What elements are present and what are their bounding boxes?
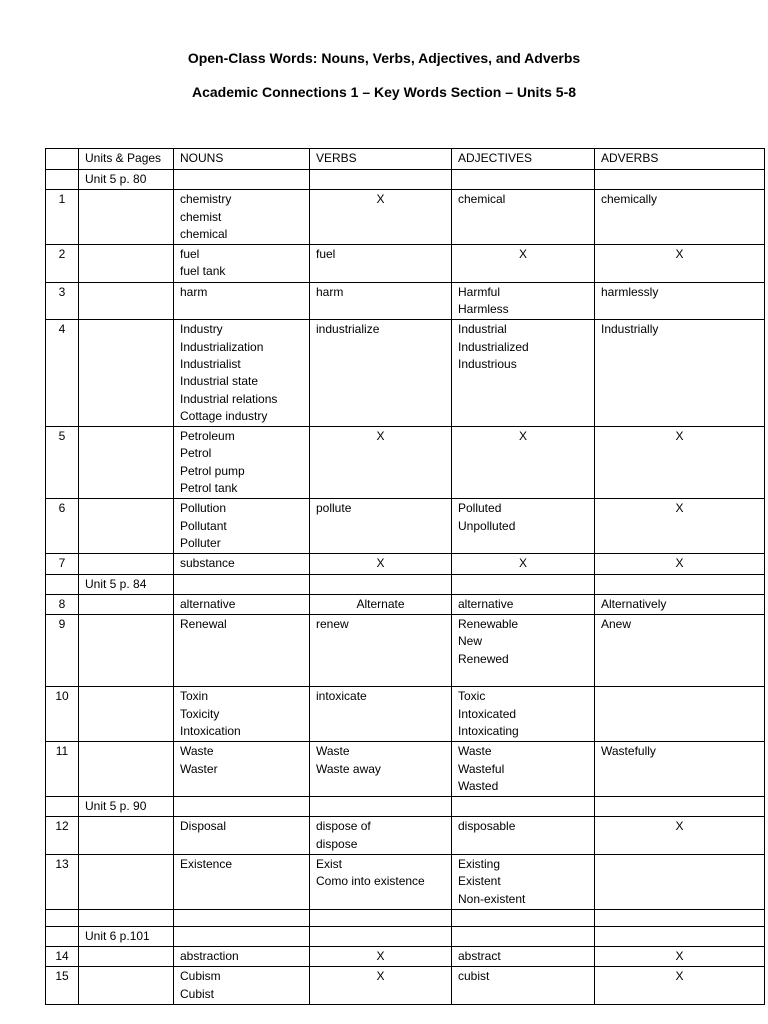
- adverbs-word: Alternatively: [601, 596, 667, 611]
- adverbs-word: X: [675, 819, 684, 834]
- unit-label: Unit 6 p.101: [79, 926, 174, 946]
- nouns-word: Industrialization: [180, 339, 264, 354]
- adjectives-word: Harmless: [458, 302, 509, 317]
- adverbs-cell: [595, 282, 765, 320]
- verbs-word: dispose of: [316, 819, 371, 834]
- adjectives-cell: [452, 320, 595, 427]
- adjectives-word: Wasteful: [458, 761, 505, 776]
- adverbs-cell: [595, 245, 765, 283]
- verbs-cell: [310, 190, 452, 245]
- nouns-word: Toxicity: [180, 706, 220, 721]
- empty-cell: [174, 170, 310, 190]
- adjectives-word: Renewable: [458, 617, 519, 632]
- document-title: Open-Class Words: Nouns, Verbs, Adjectives, and Adverbs: [187, 50, 581, 66]
- adjectives-cell: [452, 282, 595, 320]
- adverbs-word: X: [675, 969, 684, 984]
- adjectives-cell: [452, 947, 595, 967]
- row-number: 12: [46, 817, 79, 855]
- adjectives-word: X: [518, 429, 527, 444]
- adjectives-word: Non-existent: [458, 891, 526, 906]
- nouns-word: fuel tank: [180, 264, 226, 279]
- row-number: 13: [46, 854, 79, 909]
- units-cell: [79, 854, 174, 909]
- empty-cell: [595, 909, 765, 926]
- verbs-cell: [310, 282, 452, 320]
- nouns-cell: [174, 499, 310, 554]
- verbs-word: dispose: [316, 836, 358, 851]
- adjectives-word: Waste: [458, 744, 492, 759]
- verbs-cell: [310, 427, 452, 499]
- nouns-word: Polluter: [180, 535, 221, 550]
- units-cell: [79, 594, 174, 614]
- verbs-cell: [310, 854, 452, 909]
- empty-cell: [310, 797, 452, 817]
- unit-label: Unit 5 p. 84: [79, 574, 174, 594]
- header-cell-adverbs: ADVERBS: [595, 149, 765, 170]
- header-cell-units: Units & Pages: [79, 149, 174, 170]
- verbs-word: intoxicate: [316, 689, 367, 704]
- table-row: [46, 499, 765, 554]
- nouns-word: Waster: [180, 761, 218, 776]
- adjectives-word: Unpolluted: [458, 518, 516, 533]
- unit-row: [46, 574, 765, 594]
- nouns-cell: [174, 245, 310, 283]
- key-words-table: [45, 148, 765, 1005]
- unit-row: [46, 797, 765, 817]
- units-cell: [79, 282, 174, 320]
- adjectives-word: disposable: [458, 819, 516, 834]
- adjectives-word: chemical: [458, 192, 506, 207]
- nouns-word: Petrol tank: [180, 481, 238, 496]
- num-cell: [46, 170, 79, 190]
- adverbs-word: X: [675, 501, 684, 516]
- empty-cell: [174, 574, 310, 594]
- row-number: 4: [46, 320, 79, 427]
- adjectives-word: New: [458, 634, 483, 649]
- units-cell: [79, 427, 174, 499]
- adverbs-cell: [595, 967, 765, 1005]
- empty-cell: [595, 170, 765, 190]
- adverbs-cell: [595, 687, 765, 742]
- adjectives-cell: [452, 427, 595, 499]
- row-number: 14: [46, 947, 79, 967]
- unit-row: [46, 170, 765, 190]
- adjectives-cell: [452, 967, 595, 1005]
- nouns-cell: [174, 282, 310, 320]
- document-subtitle: Academic Connections 1 – Key Words Section – Units 5-8: [191, 84, 577, 100]
- table-row: [46, 615, 765, 687]
- adverbs-cell: [595, 499, 765, 554]
- nouns-word: Pollution: [180, 501, 227, 516]
- adjectives-word: Renewed: [458, 651, 509, 666]
- num-cell: [46, 574, 79, 594]
- verbs-word: X: [376, 192, 385, 207]
- unit-row: [46, 926, 765, 946]
- nouns-word: Toxin: [180, 689, 209, 704]
- nouns-cell: [174, 742, 310, 797]
- verbs-word: Waste away: [316, 761, 381, 776]
- adjectives-word: Toxic: [458, 689, 486, 704]
- adjectives-word: Industrial: [458, 322, 507, 337]
- units-cell: [79, 499, 174, 554]
- nouns-cell: [174, 615, 310, 687]
- verbs-word: Alternate: [356, 596, 405, 611]
- empty-cell: [46, 909, 79, 926]
- table-row: [46, 687, 765, 742]
- verbs-word: harm: [316, 284, 344, 299]
- nouns-word: Petrol: [180, 446, 212, 461]
- table-row: [46, 320, 765, 427]
- adverbs-word: harmlessly: [601, 284, 659, 299]
- empty-cell: [595, 574, 765, 594]
- header-cell-adjectives: ADJECTIVES: [452, 149, 595, 170]
- verbs-word: industrialize: [316, 322, 380, 337]
- empty-cell: [452, 574, 595, 594]
- adjectives-word: abstract: [458, 949, 501, 964]
- nouns-word: fuel: [180, 247, 200, 262]
- adverbs-cell: [595, 594, 765, 614]
- empty-cell: [452, 926, 595, 946]
- adjectives-word: Wasted: [458, 778, 499, 793]
- verbs-cell: [310, 615, 452, 687]
- empty-cell: [174, 909, 310, 926]
- row-number: 5: [46, 427, 79, 499]
- adjectives-word: alternative: [458, 596, 514, 611]
- row-number: 6: [46, 499, 79, 554]
- adjectives-word: X: [518, 556, 527, 571]
- verbs-cell: [310, 687, 452, 742]
- nouns-word: chemist: [180, 209, 222, 224]
- header-row: [46, 149, 765, 170]
- empty-cell: [310, 574, 452, 594]
- adjectives-cell: [452, 190, 595, 245]
- verbs-word: X: [376, 949, 385, 964]
- adverbs-cell: [595, 854, 765, 909]
- adjectives-word: Harmful: [458, 284, 501, 299]
- verbs-cell: [310, 817, 452, 855]
- units-cell: [79, 742, 174, 797]
- unit-label: Unit 5 p. 80: [79, 170, 174, 190]
- adverbs-word: chemically: [601, 192, 658, 207]
- adverbs-cell: [595, 817, 765, 855]
- row-number: 7: [46, 554, 79, 574]
- verbs-word: Exist: [316, 856, 343, 871]
- verbs-cell: [310, 499, 452, 554]
- nouns-cell: [174, 594, 310, 614]
- adjectives-word: Intoxicated: [458, 706, 517, 721]
- units-cell: [79, 615, 174, 687]
- adverbs-word: X: [675, 429, 684, 444]
- adjectives-word: Existing: [458, 856, 501, 871]
- nouns-cell: [174, 967, 310, 1005]
- nouns-cell: [174, 947, 310, 967]
- table-row: [46, 967, 765, 1005]
- nouns-cell: [174, 427, 310, 499]
- table-row: [46, 245, 765, 283]
- adverbs-cell: [595, 320, 765, 427]
- adverbs-word: Industrially: [601, 322, 659, 337]
- table-row: [46, 427, 765, 499]
- adjectives-cell: [452, 817, 595, 855]
- nouns-word: Cubist: [180, 986, 215, 1001]
- units-cell: [79, 817, 174, 855]
- nouns-cell: [174, 687, 310, 742]
- nouns-word: Waste: [180, 744, 214, 759]
- nouns-word: Petrol pump: [180, 463, 245, 478]
- nouns-word: substance: [180, 556, 235, 571]
- table-row: [46, 742, 765, 797]
- adjectives-cell: [452, 854, 595, 909]
- nouns-word: Cottage industry: [180, 408, 268, 423]
- adjectives-cell: [452, 245, 595, 283]
- nouns-word: Industrial relations: [180, 391, 278, 406]
- spacer: [458, 668, 588, 685]
- adjectives-word: Existent: [458, 874, 501, 889]
- adverbs-word: X: [675, 556, 684, 571]
- table-row: [46, 282, 765, 320]
- units-cell: [79, 554, 174, 574]
- adjectives-word: Industrialized: [458, 339, 529, 354]
- table-row: [46, 817, 765, 855]
- adjectives-word: cubist: [458, 969, 490, 984]
- units-cell: [79, 245, 174, 283]
- nouns-cell: [174, 554, 310, 574]
- units-cell: [79, 190, 174, 245]
- verbs-word: X: [376, 969, 385, 984]
- blank-row: [46, 909, 765, 926]
- empty-cell: [452, 797, 595, 817]
- adjectives-cell: [452, 499, 595, 554]
- nouns-cell: [174, 190, 310, 245]
- verbs-cell: [310, 554, 452, 574]
- adjectives-word: Polluted: [458, 501, 502, 516]
- adverbs-cell: [595, 615, 765, 687]
- empty-cell: [310, 909, 452, 926]
- adjectives-cell: [452, 554, 595, 574]
- row-number: 1: [46, 190, 79, 245]
- unit-label: Unit 5 p. 90: [79, 797, 174, 817]
- empty-cell: [595, 926, 765, 946]
- verbs-word: X: [376, 429, 385, 444]
- header-cell-nouns: NOUNS: [174, 149, 310, 170]
- empty-cell: [174, 797, 310, 817]
- verbs-cell: [310, 967, 452, 1005]
- verbs-cell: [310, 245, 452, 283]
- nouns-word: chemical: [180, 226, 228, 241]
- nouns-word: Intoxication: [180, 723, 241, 738]
- verbs-cell: [310, 594, 452, 614]
- row-number: 3: [46, 282, 79, 320]
- nouns-word: Petroleum: [180, 429, 235, 444]
- table-row: [46, 554, 765, 574]
- adverbs-word: X: [675, 247, 684, 262]
- units-cell: [79, 320, 174, 427]
- header-cell-verbs: VERBS: [310, 149, 452, 170]
- adverbs-cell: [595, 427, 765, 499]
- adverbs-cell: [595, 947, 765, 967]
- row-number: 11: [46, 742, 79, 797]
- row-number: 8: [46, 594, 79, 614]
- table-row: [46, 947, 765, 967]
- verbs-word: X: [376, 556, 385, 571]
- nouns-cell: [174, 320, 310, 427]
- nouns-cell: [174, 854, 310, 909]
- nouns-word: Industrial state: [180, 374, 259, 389]
- adjectives-cell: [452, 742, 595, 797]
- adverbs-cell: [595, 554, 765, 574]
- nouns-word: chemistry: [180, 192, 232, 207]
- row-number: 9: [46, 615, 79, 687]
- verbs-word: renew: [316, 617, 349, 632]
- units-cell: [79, 687, 174, 742]
- units-cell: [79, 967, 174, 1005]
- header-cell-num: [46, 149, 79, 170]
- row-number: 2: [46, 245, 79, 283]
- adverbs-cell: [595, 190, 765, 245]
- table-row: [46, 190, 765, 245]
- num-cell: [46, 926, 79, 946]
- table-body: [46, 149, 765, 1005]
- nouns-word: harm: [180, 284, 208, 299]
- adjectives-cell: [452, 615, 595, 687]
- adjectives-word: Intoxicating: [458, 723, 519, 738]
- row-number: 15: [46, 967, 79, 1005]
- empty-cell: [174, 926, 310, 946]
- nouns-word: alternative: [180, 596, 236, 611]
- verbs-word: pollute: [316, 501, 352, 516]
- nouns-word: Industrialist: [180, 356, 241, 371]
- nouns-word: abstraction: [180, 949, 239, 964]
- adverbs-word: Anew: [601, 617, 632, 632]
- adjectives-cell: [452, 687, 595, 742]
- adverbs-word: X: [675, 949, 684, 964]
- verbs-word: Como into existence: [316, 874, 425, 889]
- empty-cell: [310, 926, 452, 946]
- adjectives-cell: [452, 594, 595, 614]
- nouns-cell: [174, 817, 310, 855]
- nouns-word: Disposal: [180, 819, 227, 834]
- empty-cell: [310, 170, 452, 190]
- verbs-word: Waste: [316, 744, 350, 759]
- empty-cell: [79, 909, 174, 926]
- adjectives-word: X: [518, 247, 527, 262]
- nouns-word: Cubism: [180, 969, 221, 984]
- num-cell: [46, 797, 79, 817]
- empty-cell: [452, 909, 595, 926]
- empty-cell: [452, 170, 595, 190]
- adverbs-cell: [595, 742, 765, 797]
- nouns-word: Renewal: [180, 617, 227, 632]
- adjectives-word: Industrious: [458, 356, 517, 371]
- table-row: [46, 854, 765, 909]
- verbs-cell: [310, 320, 452, 427]
- adverbs-word: Wastefully: [601, 744, 656, 759]
- verbs-cell: [310, 947, 452, 967]
- units-cell: [79, 947, 174, 967]
- table-row: [46, 594, 765, 614]
- nouns-word: Pollutant: [180, 518, 227, 533]
- nouns-word: Existence: [180, 856, 233, 871]
- verbs-cell: [310, 742, 452, 797]
- empty-cell: [595, 797, 765, 817]
- nouns-word: Industry: [180, 322, 223, 337]
- verbs-word: fuel: [316, 247, 336, 262]
- row-number: 10: [46, 687, 79, 742]
